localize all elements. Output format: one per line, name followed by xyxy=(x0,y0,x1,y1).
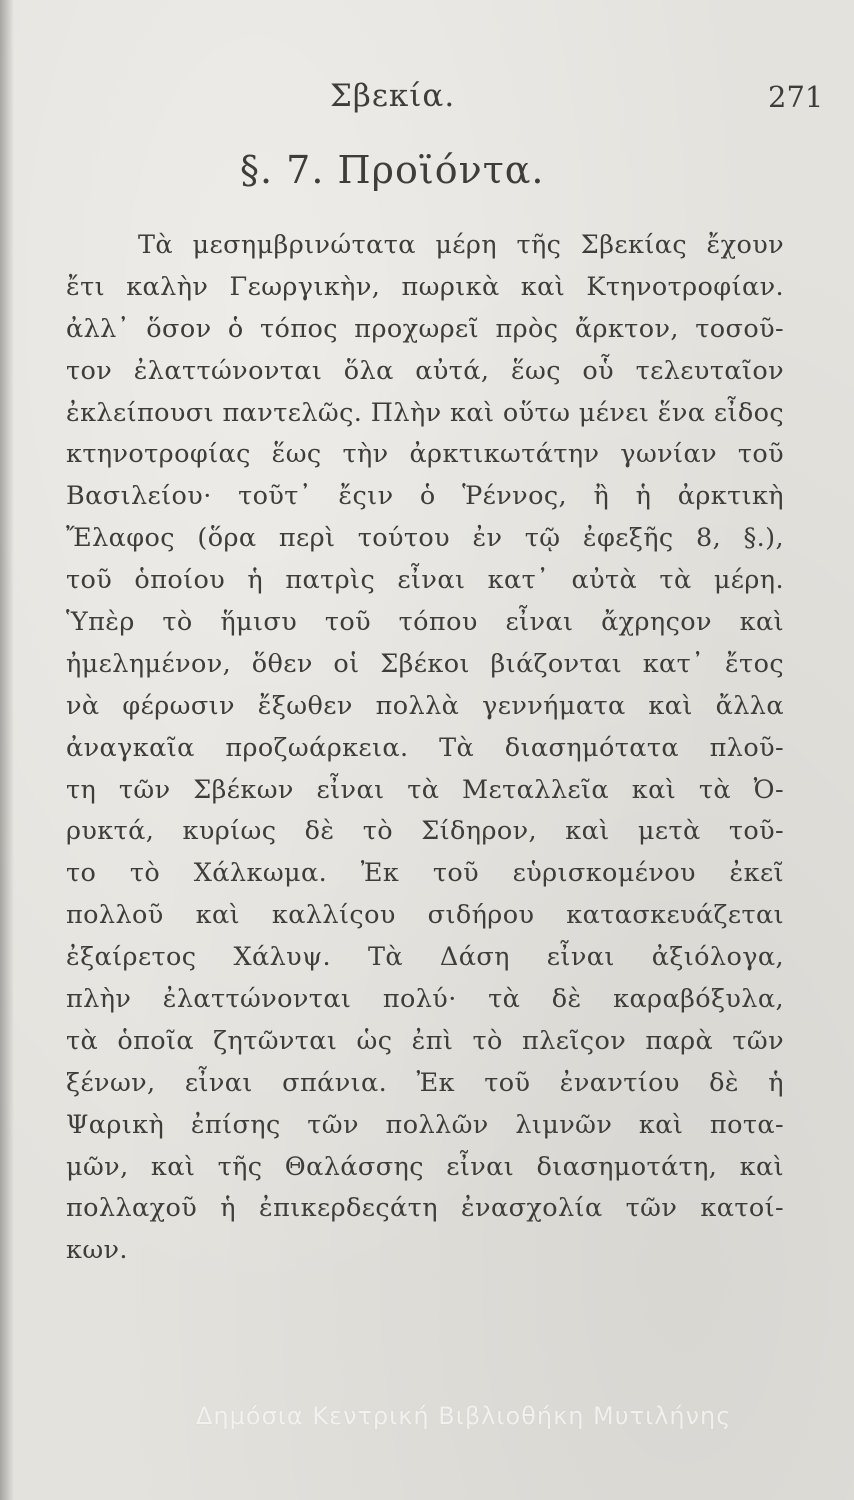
text-line: νὰ φέρωσιν ἔξωθεν πολλὰ γεννήματα καὶ ἄλλα xyxy=(66,690,784,721)
text-line: τοῦ ὁποίου ἡ πατρὶς εἶναι κατ᾽ αὐτὰ τὰ μέρη. xyxy=(66,565,784,596)
text-line: πολλοῦ καὶ καλλίςου σιδήρου κατασκευάζεται xyxy=(66,900,784,931)
text-line: ἔτι καλὴν Γεωργικὴν, πωρικὰ καὶ Κτηνοτροφίαν. xyxy=(66,271,784,302)
text-line: ἐξαίρετος Χάλυψ. Τὰ Δάση εἶναι ἀξιόλογα, xyxy=(66,942,784,973)
section-heading: §. 7. Προϊόντα. xyxy=(240,148,545,192)
page-number: 271 xyxy=(768,80,824,114)
text-line: κων. xyxy=(66,1235,128,1266)
text-line: Τὰ μεσημβρινώτατα μέρη τῆς Σβεκίας ἔχουν xyxy=(138,230,784,260)
text-line: πολλαχοῦ ἡ ἐπικερδεςάτη ἐνασχολία τῶν κατοί- xyxy=(66,1193,784,1224)
text-line: Ὑπὲρ τὸ ἥμισυ τοῦ τόπου εἶναι ἄχρηςον καὶ xyxy=(66,607,784,638)
text-line: κτηνοτροφίας ἕως τὴν ἀρκτικωτάτην γωνίαν τοῦ xyxy=(66,439,784,470)
library-watermark: Δημόσια Κεντρική Βιβλιοθήκη Μυτιλήνης xyxy=(196,1402,732,1430)
text-line: τον ἐλαττώνονται ὅλα αὐτά, ἕως οὗ τελευταῖον xyxy=(66,355,784,386)
text-line: τη τῶν Σβέκων εἶναι τὰ Μεταλλεῖα καὶ τὰ Ὀ- xyxy=(66,774,784,805)
text-line: τὰ ὁποῖα ζητῶνται ὡς ἐπὶ τὸ πλεῖςον παρὰ τῶν xyxy=(66,1025,784,1056)
text-line: μῶν, καὶ τῆς Θαλάσσης εἶναι διασημοτάτη, καὶ xyxy=(66,1151,784,1182)
text-line: ξένων, εἶναι σπάνια. Ἐκ τοῦ ἐναντίου δὲ ἡ xyxy=(66,1067,784,1098)
text-line: ἀναγκαῖα προζωάρκεια. Τὰ διασημότατα πλοῦ- xyxy=(66,732,784,763)
text-line: ἠμελημένον, ὅθεν οἱ Σβέκοι βιάζονται κατ᾽ ἔτος xyxy=(66,648,784,679)
text-line: Βασιλείου· τοῦτ᾽ ἔςιν ὁ Ῥέννος, ἢ ἡ ἀρκτικὴ xyxy=(66,481,784,512)
text-line: ρυκτά, κυρίως δὲ τὸ Σίδηρον, καὶ μετὰ τοῦ- xyxy=(66,816,784,847)
text-line: Ψαρικὴ ἐπίσης τῶν πολλῶν λιμνῶν καὶ ποτα- xyxy=(66,1109,784,1140)
body-paragraph xyxy=(66,225,784,1272)
text-line: ἐκλείπουσι παντελῶς. Πλὴν καὶ οὕτω μένει ἕνα εἶδος xyxy=(66,397,785,428)
running-head xyxy=(0,78,854,118)
binding-shadow xyxy=(0,0,14,1500)
running-title: Σβεκία. xyxy=(330,78,456,114)
text-line: πλὴν ἐλαττώνονται πολύ· τὰ δὲ καραβόξυλα, xyxy=(66,984,784,1015)
text-line: το τὸ Χάλκωμα. Ἐκ τοῦ εὑρισκομένου ἐκεῖ xyxy=(66,858,784,889)
text-line: Ἔλαφος (ὅρα περὶ τούτου ἐν τῷ ἐφεξῆς 8, §.), xyxy=(66,523,784,554)
text-line: ἀλλ᾽ ὅσον ὁ τόπος προχωρεῖ πρὸς ἄρκτον, τοσοῦ- xyxy=(66,313,784,344)
